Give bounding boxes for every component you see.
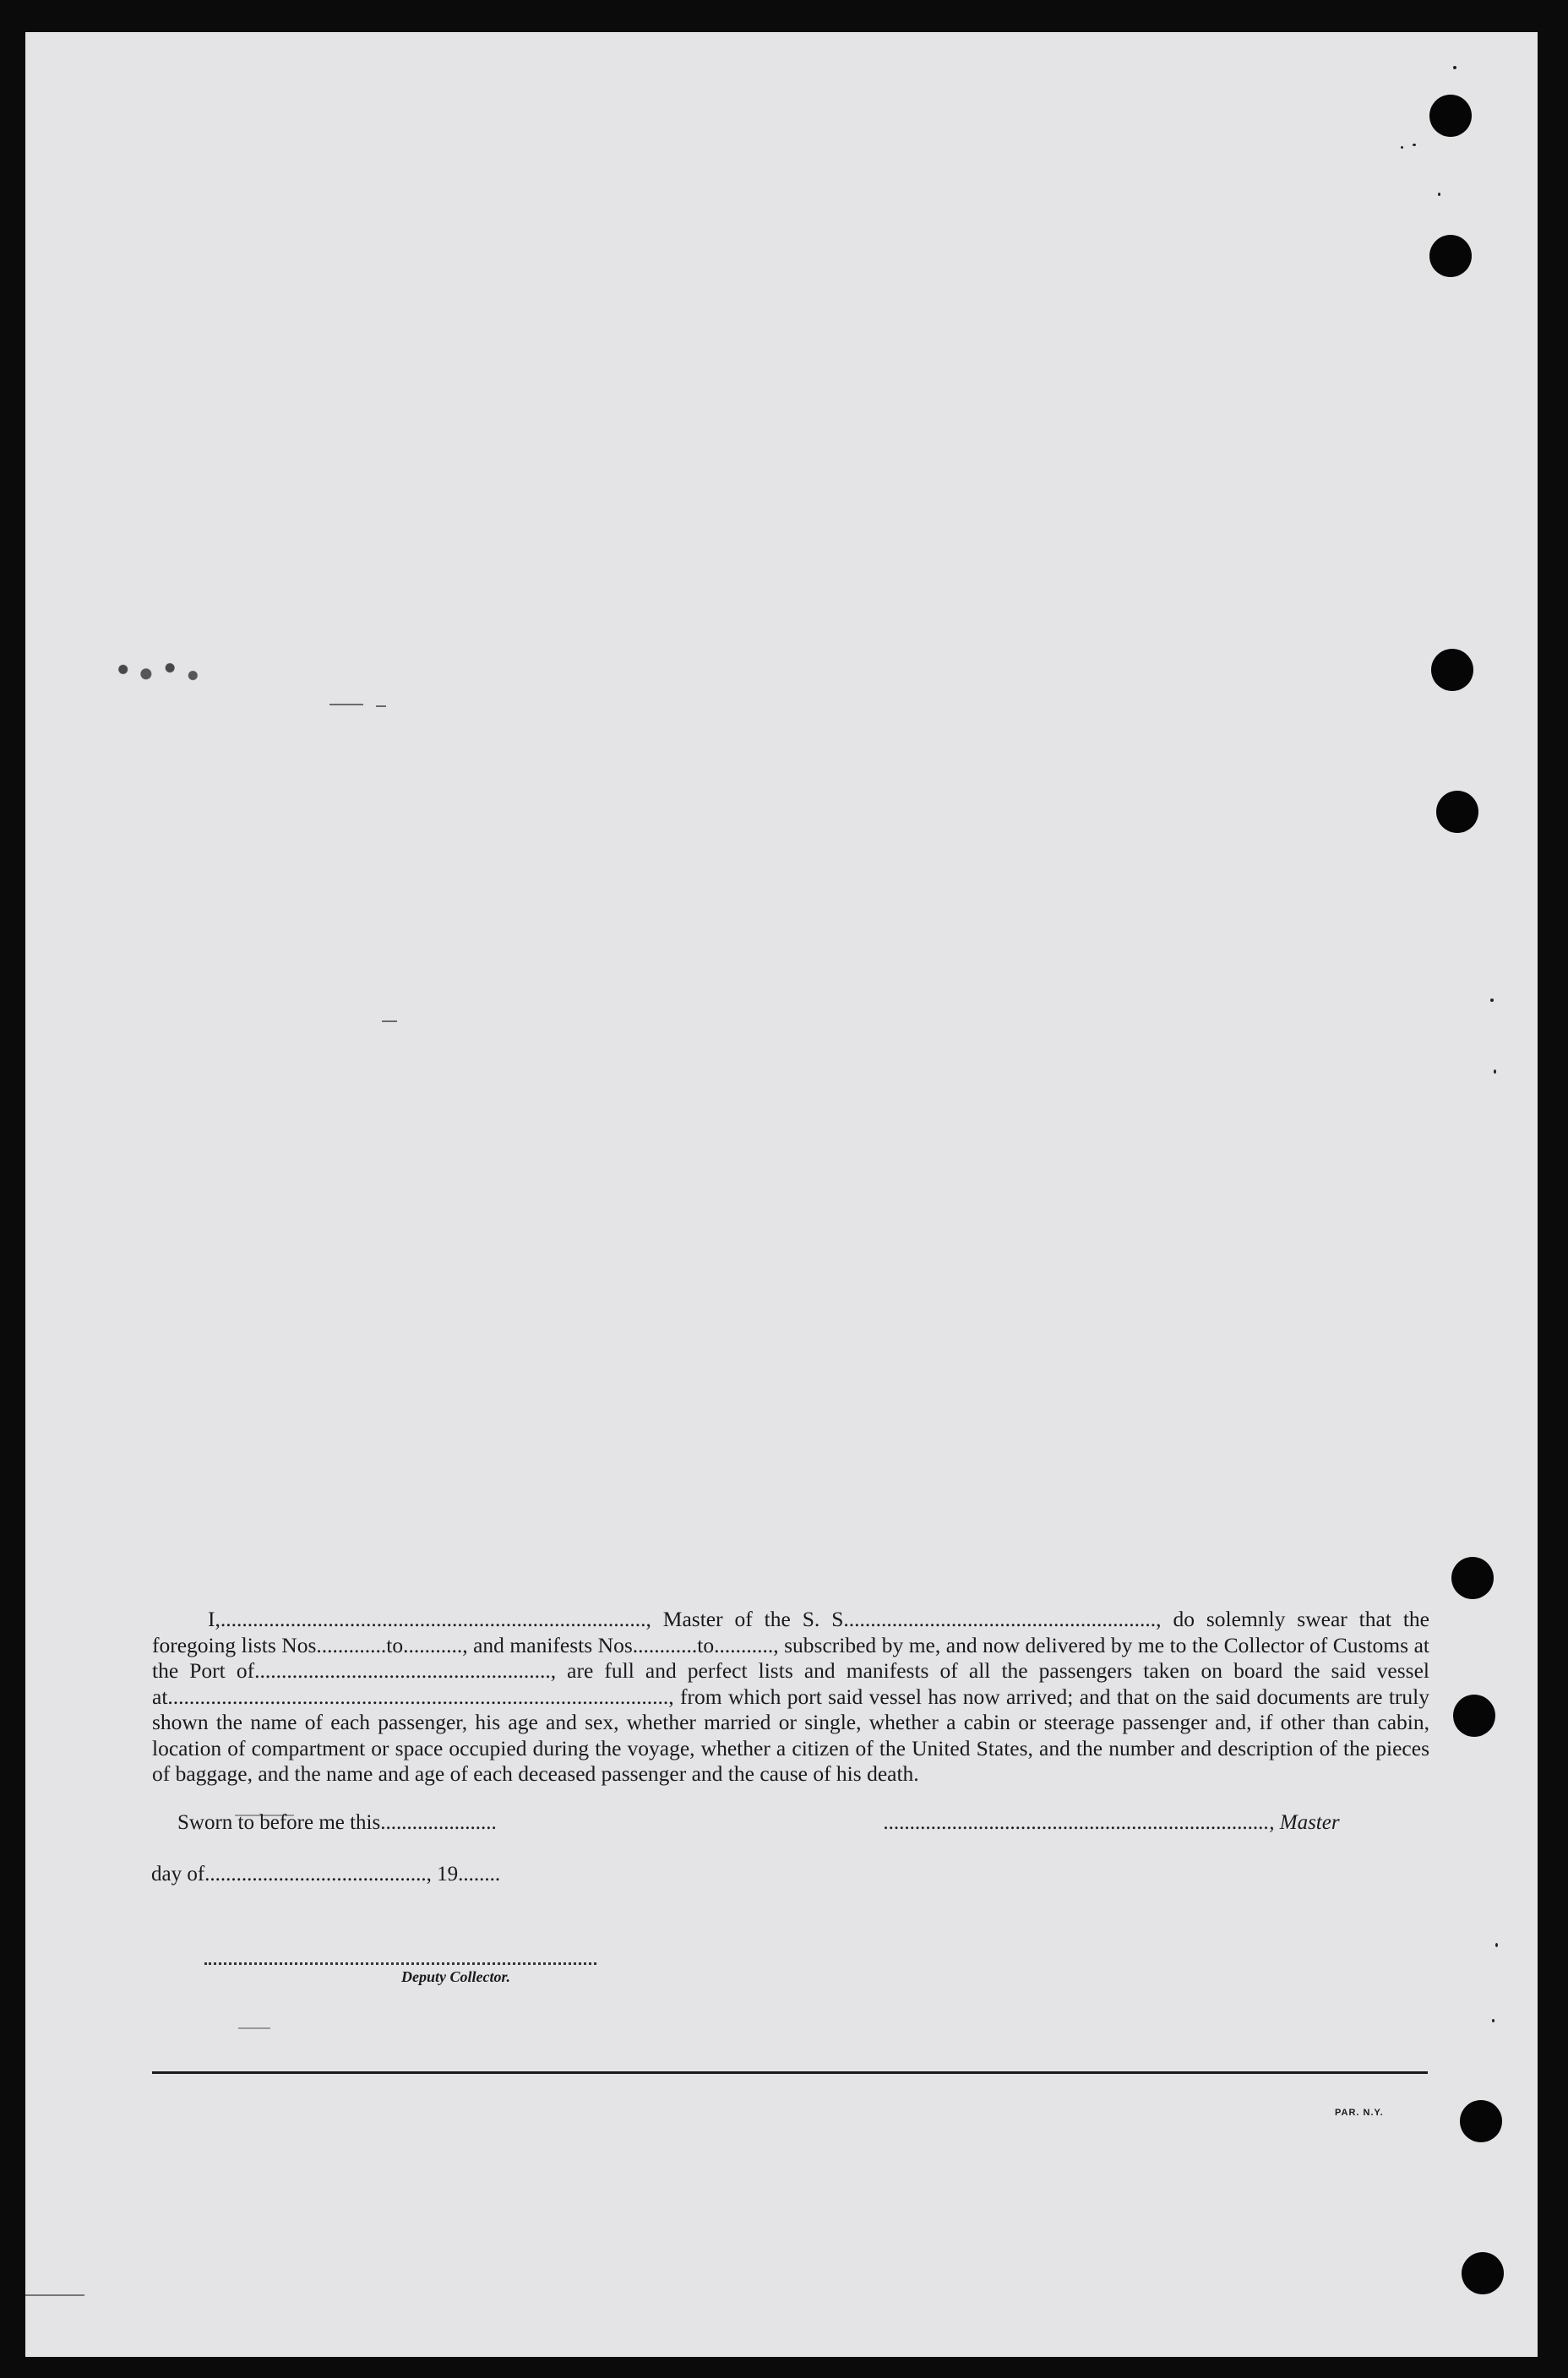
deputy-signature-line (204, 1962, 596, 1965)
punch-hole (1431, 649, 1473, 691)
punch-hole (1453, 1695, 1495, 1737)
punch-hole (1462, 2252, 1504, 2294)
sworn-before-line: Sworn to before me this...................... (177, 1811, 497, 1834)
ink-speck (1438, 193, 1440, 196)
ink-speck (1492, 2019, 1494, 2022)
ink-speck (1494, 1069, 1496, 1074)
day-of-line: day of.........................................., 19........ (151, 1863, 501, 1886)
ink-speck (1413, 144, 1416, 146)
stray-mark (25, 2294, 84, 2296)
manifest-back-page (25, 32, 1538, 2357)
ink-speck (1401, 146, 1403, 149)
master-signature-line: ........................................................................., Master (884, 1811, 1340, 1834)
punch-hole (1436, 791, 1478, 833)
ink-speck (1453, 66, 1456, 69)
punch-hole (1429, 95, 1472, 137)
stray-mark (376, 705, 386, 707)
printer-mark: PAR. N.Y. (1335, 2108, 1384, 2118)
stray-mark (329, 704, 363, 705)
punch-hole (1460, 2100, 1502, 2142)
stray-mark (238, 2027, 270, 2029)
oath-paragraph: I,..............................................................................., Master of the S. S.........................................................., do solemnly swear that the foregoing lists Nos.............to..........., and manifests Nos............to..........., subscribed by me, and now delivered by me to the Collector of Customs at the Port of......................................................., are full and perfect lists and manifests of all the passengers taken on board the said vessel at............................................................................................., from which port said vessel has now arrived; and that on the said documents are truly shown the name of each passenger, his age and sex, whether married or single, whether a cabin or steerage passenger and, if other than cabin, location of compartment or space occupied during the voyage, whether a citizen of the United States, and the number and description of the pieces of baggage, and the name and age of each deceased passenger and the cause of his death. (152, 1607, 1429, 1786)
punch-hole (1451, 1557, 1494, 1599)
bottom-rule (152, 2071, 1428, 2074)
punch-hole (1429, 235, 1472, 277)
stray-mark (382, 1020, 397, 1022)
ink-speck (1490, 999, 1494, 1002)
ink-speck (1495, 1943, 1498, 1947)
deputy-collector-label: Deputy Collector. (401, 1968, 510, 1985)
faint-stamp-mark (108, 657, 208, 688)
